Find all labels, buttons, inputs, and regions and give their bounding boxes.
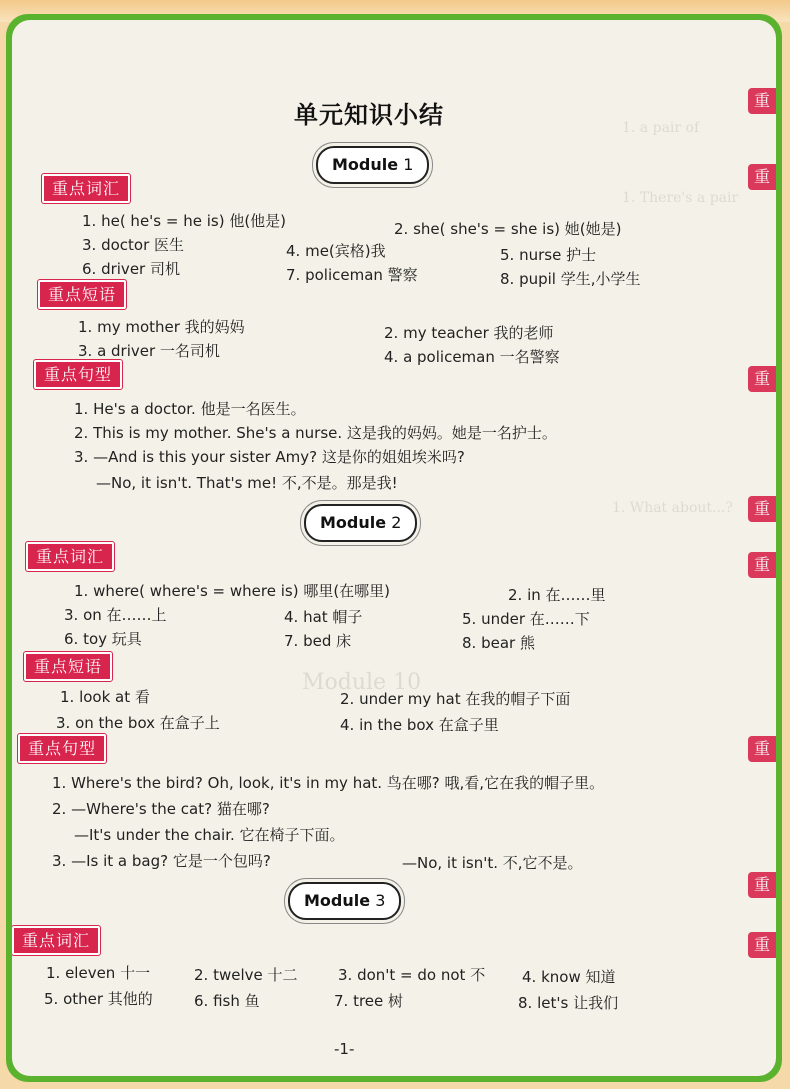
phrase-item: 1. my mother 我的妈妈 [78,318,245,336]
vocab-item: 4. hat 帽子 [284,608,363,626]
bleed-through: Module 10 [302,670,422,695]
vocab-item: 7. tree 树 [334,992,404,1010]
vocab-item: 7. policeman 警察 [286,266,418,284]
side-tab: 重 [748,366,776,392]
page-number: -1- [334,1040,355,1058]
bleed-through: 1. There's a pair [622,190,739,206]
module-heading [288,882,401,920]
label-key-sentences: 重点句型 [18,734,106,763]
vocab-item: 1. eleven 十一 [46,964,151,982]
phrase-item: 4. a policeman 一名警察 [384,348,560,366]
label-key-vocab: 重点词汇 [42,174,130,203]
label-key-phrases: 重点短语 [24,652,112,681]
vocab-item: 5. nurse 护士 [500,246,597,264]
module-word: Module [320,513,387,532]
vocab-item: 7. bed 床 [284,632,352,650]
phrase-item: 4. in the box 在盒子里 [340,716,499,734]
vocab-item: 1. he( he's = he is) 他(他是) [82,212,287,230]
vocab-item: 3. on 在……上 [64,606,167,624]
module-heading [304,504,417,542]
module-number: 1 [403,155,414,174]
vocab-item: 6. toy 玩具 [64,630,142,648]
vocab-item: 5. under 在……下 [462,610,590,628]
sentence-item: 1. Where's the bird? Oh, look, it's in my hat. 鸟在哪? 哦,看,它在我的帽子里。 [52,774,605,792]
sentence-item: —No, it isn't. That's me! 不,不是。那是我! [96,474,398,492]
vocab-item: 6. driver 司机 [82,260,180,278]
page-title: 单元知识小结 [294,101,444,129]
module-word: Module [304,891,371,910]
sentence-item: 3. —And is this your sister Amy? 这是你的姐姐埃米吗? [74,448,465,466]
vocab-item: 8. let's 让我们 [518,994,619,1012]
side-tab: 重 [748,496,776,522]
vocab-item: 5. other 其他的 [44,990,153,1008]
side-tab: 重 [748,164,776,190]
side-tab: 重 [748,736,776,762]
phrase-item: 1. look at 看 [60,688,150,706]
module-heading [316,146,429,184]
phrase-item: 3. a driver 一名司机 [78,342,220,360]
vocab-item: 2. she( she's = she is) 她(她是) [394,220,622,238]
bleed-through: 1. What about...? [612,500,733,516]
module-word: Module [332,155,399,174]
sentence-item: 3. —Is it a bag? 它是一个包吗? [52,852,271,870]
label-key-phrases: 重点短语 [38,280,126,309]
vocab-item: 2. twelve 十二 [194,966,298,984]
side-tab: 重 [748,552,776,578]
sentence-item: —No, it isn't. 不,它不是。 [402,854,583,872]
side-tab: 重 [748,88,776,114]
phrase-item: 3. on the box 在盒子上 [56,714,220,732]
vocab-item: 8. bear 熊 [462,634,535,652]
vocab-item: 2. in 在……里 [508,586,606,604]
vocab-item: 3. don't = do not 不 [338,966,486,984]
document-page [12,20,776,1076]
phrase-item: 2. under my hat 在我的帽子下面 [340,690,571,708]
phrase-item: 2. my teacher 我的老师 [384,324,554,342]
sentence-item: —It's under the chair. 它在椅子下面。 [74,826,345,844]
bleed-through: 1. a pair of [622,120,700,136]
label-key-vocab: 重点词汇 [12,926,100,955]
label-key-vocab: 重点词汇 [26,542,114,571]
module-number: 3 [375,891,386,910]
vocab-item: 4. know 知道 [522,968,616,986]
vocab-item: 1. where( where's = where is) 哪里(在哪里) [74,582,391,600]
side-tab: 重 [748,932,776,958]
side-tab: 重 [748,872,776,898]
vocab-item: 8. pupil 学生,小学生 [500,270,641,288]
module-number: 2 [391,513,402,532]
sentence-item: 1. He's a doctor. 他是一名医生。 [74,400,306,418]
vocab-item: 6. fish 鱼 [194,992,260,1010]
sentence-item: 2. This is my mother. She's a nurse. 这是我的妈妈。她是一名护士。 [74,424,557,442]
vocab-item: 4. me(宾格)我 [286,242,386,260]
vocab-item: 3. doctor 医生 [82,236,185,254]
label-key-sentences: 重点句型 [34,360,122,389]
sentence-item: 2. —Where's the cat? 猫在哪? [52,800,270,818]
